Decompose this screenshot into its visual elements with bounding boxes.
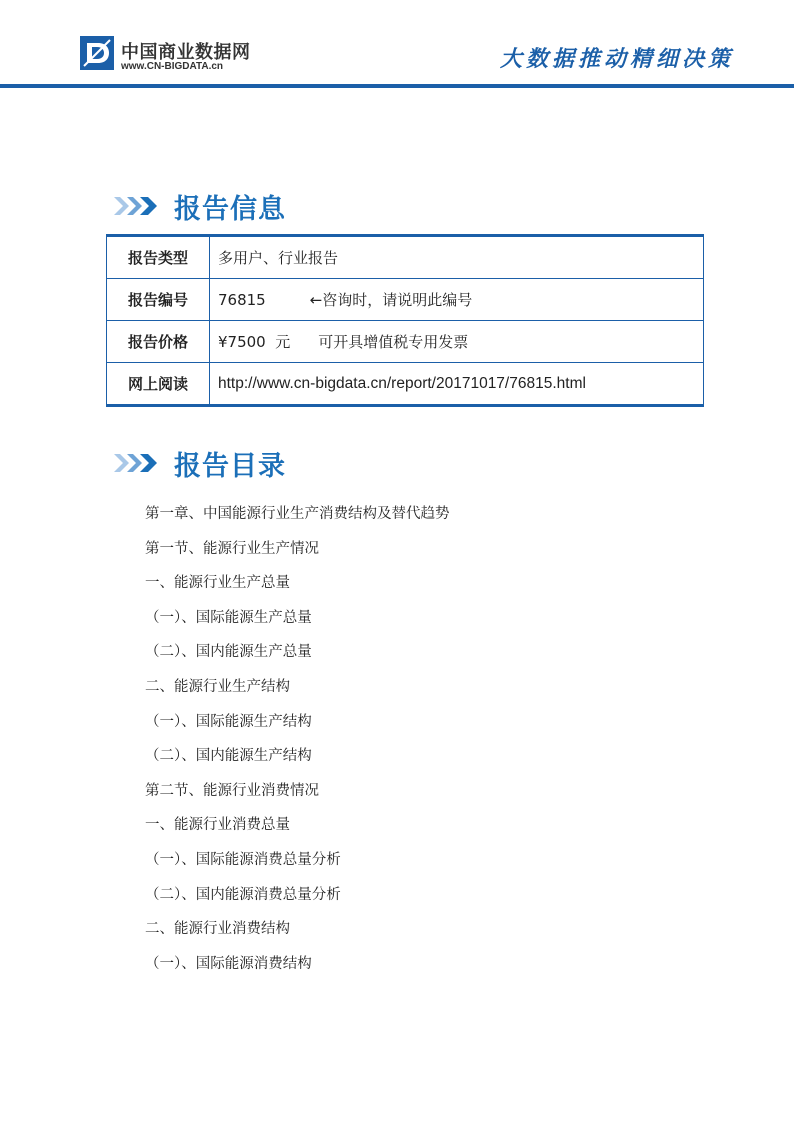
section-title-text: 报告信息 <box>174 193 286 225</box>
logo-text: 中国商业数据网 <box>121 42 251 63</box>
toc-item: 二、能源行业消费结构 <box>145 921 290 938</box>
report-price-note: 可开具增值税专用发票 <box>318 333 469 351</box>
toc-item: （一）、国际能源消费结构 <box>145 955 312 972</box>
header-divider <box>0 84 794 88</box>
toc-item: （二）、国内能源生产总量 <box>145 644 312 661</box>
toc-item: 二、能源行业生产结构 <box>145 678 290 695</box>
toc-item: 一、能源行业生产总量 <box>145 575 290 592</box>
d-letter-logo-icon <box>80 36 114 70</box>
report-type: 多用户、行业报告 <box>218 249 339 267</box>
report-number: 76815 <box>218 291 266 309</box>
table-row <box>107 236 704 279</box>
toc-item: （一）、国际能源生产结构 <box>145 713 312 730</box>
toc-item: （一）、国际能源生产总量 <box>145 609 312 626</box>
section-title-report-toc <box>114 443 286 483</box>
section-title-report-info <box>114 186 286 226</box>
triple-chevron-right-icon <box>114 452 160 474</box>
triple-chevron-right-icon <box>114 195 160 217</box>
report-link[interactable]: http://www.cn-bigdata.cn/report/20171017/76815.html <box>218 375 586 392</box>
report-price: ¥7500 元 <box>218 333 291 351</box>
toc-item: 第一节、能源行业生产情况 <box>145 540 319 557</box>
toc-item: （二）、国内能源消费总量分析 <box>145 886 341 903</box>
row-value <box>210 236 704 279</box>
table-row <box>107 363 704 406</box>
logo-url: www.CN-BIGDATA.cn <box>121 61 224 72</box>
slogan: 大数据推动精细决策 <box>499 46 734 72</box>
toc-item: 一、能源行业消费总量 <box>145 817 290 834</box>
row-value <box>210 363 704 406</box>
row-value <box>210 321 704 363</box>
table-of-contents <box>145 503 450 987</box>
toc-item: （二）、国内能源生产结构 <box>145 748 312 765</box>
row-label: 网上阅读 <box>107 363 210 406</box>
report-number-note: ←咨询时，请说明此编号 <box>309 291 473 309</box>
toc-item: （一）、国际能源消费总量分析 <box>145 851 341 868</box>
row-label: 报告编号 <box>107 279 210 321</box>
page-header <box>0 0 794 90</box>
row-value <box>210 279 704 321</box>
toc-item: 第二节、能源行业消费情况 <box>145 782 319 799</box>
table-row <box>107 321 704 363</box>
report-info-table <box>106 234 704 407</box>
row-label: 报告类型 <box>107 236 210 279</box>
toc-item: 第一章、中国能源行业生产消费结构及替代趋势 <box>145 506 450 522</box>
row-label: 报告价格 <box>107 321 210 363</box>
table-row <box>107 279 704 321</box>
section-title-text: 报告目录 <box>174 450 286 482</box>
